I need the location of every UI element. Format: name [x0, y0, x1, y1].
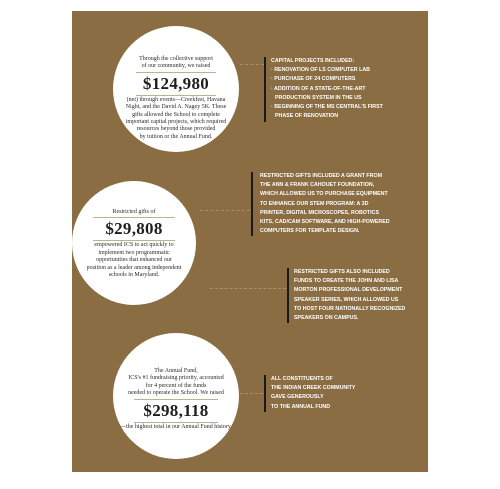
- note-line: ALL CONSTITUENTS OF: [271, 376, 333, 382]
- note-line: TO ENHANCE OUR STEM PROGRAM: A 3D: [260, 200, 369, 207]
- circle-body-line: important capital projects, which required: [125, 119, 227, 126]
- morton-speaker-series-note: [294, 268, 424, 323]
- circle-intro-line: needed to operate the School. We raised: [128, 390, 224, 397]
- divider: [136, 95, 216, 96]
- circle-intro-line: The Annual Fund,: [154, 368, 198, 374]
- capital-events-circle: [113, 26, 239, 152]
- note-item: PHASE OF RENOVATION: [275, 113, 339, 120]
- note-line: THE INDIAN CREEK COMMUNITY: [271, 385, 356, 392]
- note-item: · ADDITION OF A STATE-OF-THE-ART: [271, 85, 366, 92]
- note-line: KITS, CAD/CAM SOFTWARE, AND HIGH-POWERED: [260, 219, 390, 226]
- note-line: RESTRICTED GIFTS INCLUDED A GRANT FROM: [260, 173, 383, 179]
- circle-body-line: position as a leader among independent: [86, 264, 182, 271]
- note-line: COMPUTERS FOR TEMPLATE DESIGN.: [260, 228, 360, 235]
- note-line: RESTRICTED GIFTS ALSO INCLUDED: [294, 269, 390, 275]
- circle-body-line: empowered ICS to act quickly to: [94, 242, 174, 249]
- divider: [134, 399, 218, 400]
- connector-line-2: [200, 210, 250, 211]
- note-line: GAVE GENEROUSLY: [271, 394, 324, 401]
- circle-intro-line: Through the collective support: [139, 56, 213, 62]
- annual-fund-circle: [113, 333, 239, 459]
- note-line: SPEAKERS ON CAMPUS.: [294, 315, 359, 322]
- circle-body-line: resources beyond those provided: [136, 126, 216, 133]
- amount-raised: $124,980: [142, 73, 210, 93]
- note-accent-bar: [251, 172, 253, 236]
- divider: [93, 217, 175, 218]
- note-line: THE ANN & FRANK CAHOUET FOUNDATION,: [260, 182, 375, 189]
- note-line: PRINTER, DIGITAL MICROSCOPES, ROBOTICS: [260, 209, 379, 216]
- note-title: CAPITAL PROJECTS INCLUDED:: [271, 58, 355, 64]
- circle-intro-line: ICS's #1 fundraising priority, accounted: [128, 375, 224, 382]
- divider: [134, 422, 218, 423]
- connector-line-4: [240, 393, 263, 394]
- note-line: TO HOST FOUR NATIONALLY RECOGNIZED: [294, 305, 406, 312]
- circle-body-line: implement two programmatic: [98, 249, 170, 256]
- note-accent-bar: [264, 375, 266, 412]
- note-line: TO THE ANNUAL FUND: [271, 403, 331, 410]
- circle-intro-line: for 4 percent of the funds: [145, 382, 207, 389]
- constituents-note: [271, 375, 421, 412]
- amount-restricted: $29,808: [105, 219, 163, 239]
- amount-annual-fund: $298,118: [143, 400, 209, 420]
- note-item: · PURCHASE OF 24 COMPUTERS: [271, 76, 356, 83]
- note-accent-bar: [264, 57, 266, 122]
- note-line: FUNDS TO CREATE THE JOHN AND LISA: [294, 278, 399, 285]
- divider: [136, 72, 216, 73]
- note-accent-bar: [287, 268, 289, 323]
- circle-body-line: —the highest total in our Annual Fund history.: [120, 423, 232, 430]
- note-line: MORTON PROFESSIONAL DEVELOPMENT: [294, 287, 403, 294]
- circle-body-line: (net) through events—Creekfest, Havana: [126, 96, 226, 103]
- circle-body-line: opportunities that enhanced our: [96, 257, 172, 264]
- circle-body-line: Night, and the David A. Nagey 5K. These: [125, 104, 227, 111]
- circle-intro-line: Restricted gifts of: [112, 209, 156, 215]
- note-item: · BEGINNING OF THE MS CENTRAL'S FIRST: [271, 104, 383, 111]
- circle-body-line: schools in Maryland.: [108, 272, 160, 279]
- connector-line-3: [210, 288, 286, 289]
- note-item: · RENOVATION OF LS COMPUTER LAB: [271, 67, 370, 74]
- divider: [93, 240, 175, 241]
- capital-projects-note: [271, 57, 421, 121]
- note-line: WHICH ALLOWED US TO PURCHASE EQUIPMENT: [260, 191, 388, 198]
- connector-line-1: [240, 64, 264, 65]
- restricted-gifts-circle: [72, 181, 196, 305]
- note-item: PRODUCTION SYSTEM IN THE US: [275, 94, 362, 101]
- circle-body-line: gifts allowed the School to complete: [132, 111, 220, 118]
- note-line: SPEAKER SERIES, WHICH ALLOWED US: [294, 296, 399, 303]
- circle-body-line: by tuition or the Annual Fund.: [139, 133, 213, 140]
- cahouet-grant-note: [260, 172, 425, 236]
- circle-intro-line: of our community, we raised: [141, 63, 211, 70]
